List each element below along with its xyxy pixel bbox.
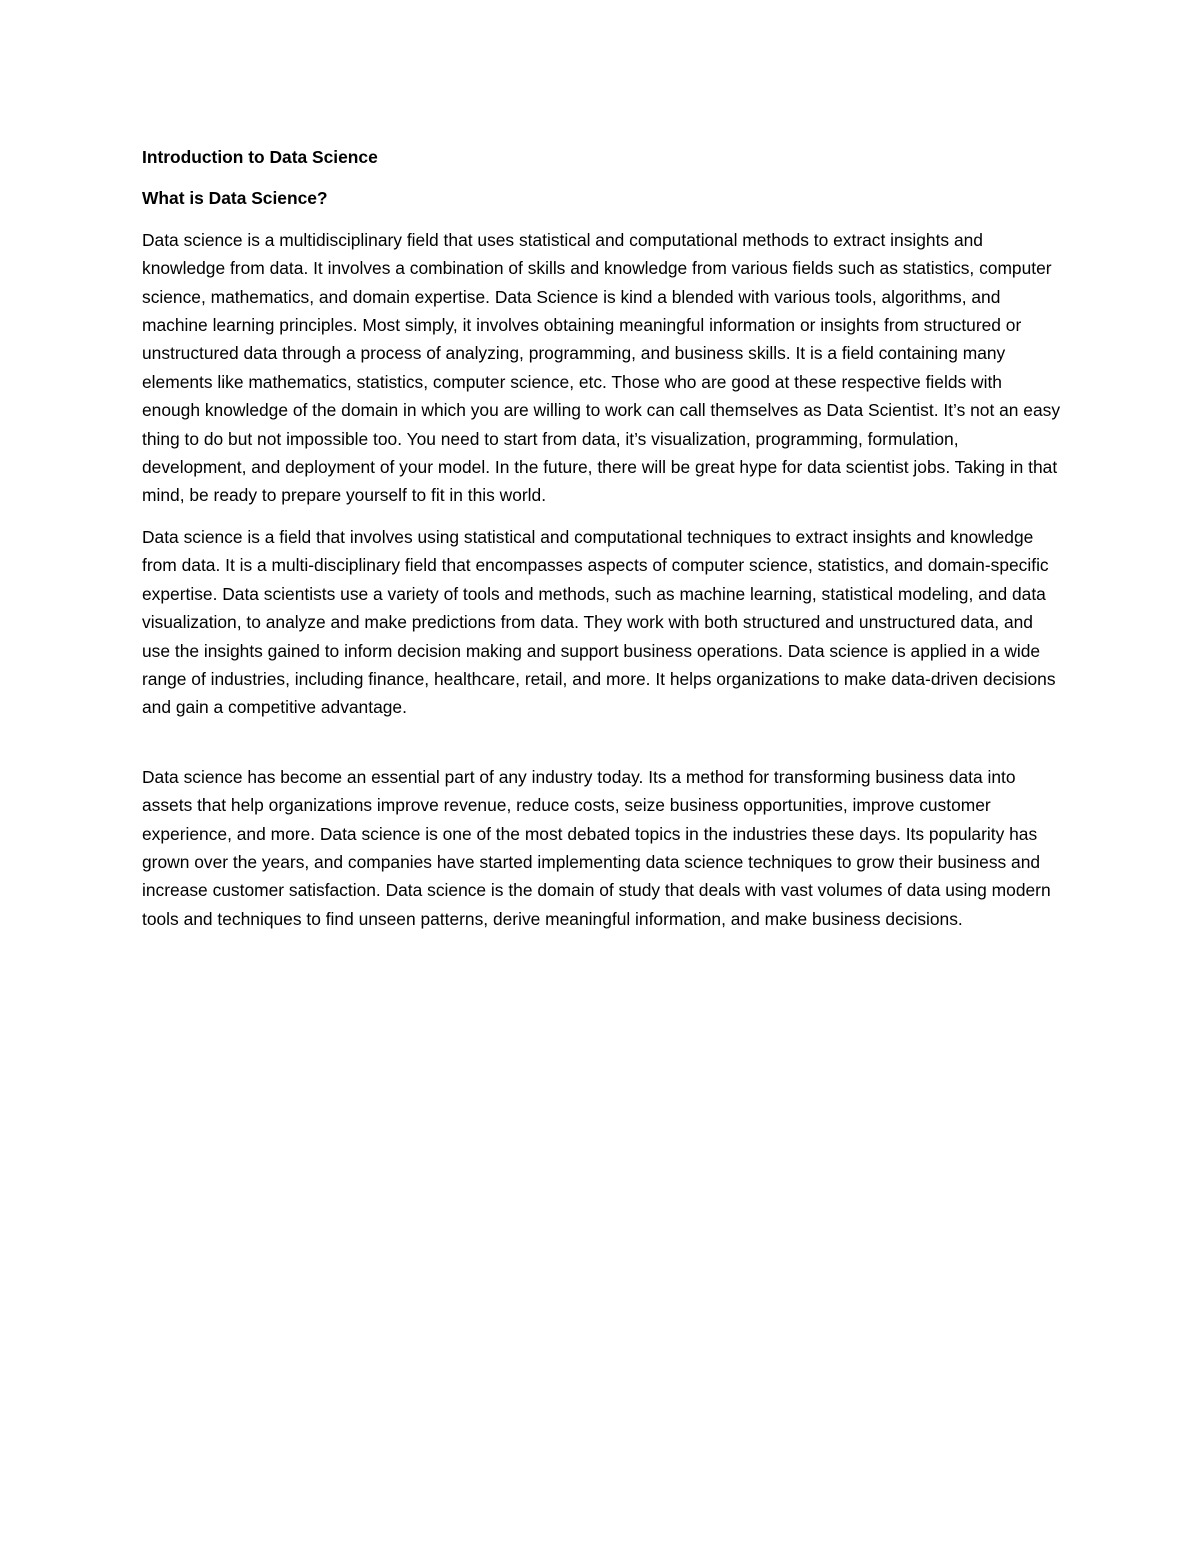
section-heading: What is Data Science? — [142, 188, 328, 209]
paragraph-1: Data science is a multidisciplinary field that uses statistical and computational methods to extract insights and knowledge from data. It involves a combination of skills and knowledge from various fields such as statistics, computer science, mathematics, and domain expertise. Data Science is kind a blended with various tools, algorithms, and machine learning principles. Most simply, it involves obtaining meaningful information or insights from structured or unstructured data through a process of analyzing, programming, and business skills. It is a field containing many elements like mathematics, statistics, computer science, etc. Those who are good at these respective fields with enough knowledge of the domain in which you are willing to work can call themselves as Data Scientist. It’s not an easy thing to do but not impossible too. You need to start from data, it’s visualization, programming, formulation, development, and deployment of your model. In the future, there will be great hype for data scientist jobs. Taking in that mind, be ready to prepare yourself to fit in this world. — [142, 229, 1061, 506]
document-body — [142, 143, 1062, 946]
paragraph-3: Data science has become an essential part of any industry today. Its a method for transforming business data into assets that help organizations improve revenue, reduce costs, seize business opportunities, improve customer experience, and more. Data science is one of the most debated topics in the industries these days. Its popularity has grown over the years, and companies have started implementing data science techniques to grow their business and increase customer satisfaction. Data science is the domain of study that deals with vast volumes of data using modern tools and techniques to find unseen patterns, derive meaningful information, and make business decisions. — [142, 766, 1051, 929]
document-title: Introduction to Data Science — [142, 147, 378, 167]
paragraph-2: Data science is a field that involves using statistical and computational techniques to extract insights and knowledge from data. It is a multi-disciplinary field that encompasses aspects of computer science, statistics, and domain-specific expertise. Data scientists use a variety of tools and methods, such as machine learning, statistical modeling, and data visualization, to analyze and make predictions from data. They work with both structured and unstructured data, and use the insights gained to inform decision making and support business operations. Data science is applied in a wide range of industries, including finance, healthcare, retail, and more. It helps organizations to make data-driven decisions and gain a competitive advantage. — [142, 526, 1056, 718]
